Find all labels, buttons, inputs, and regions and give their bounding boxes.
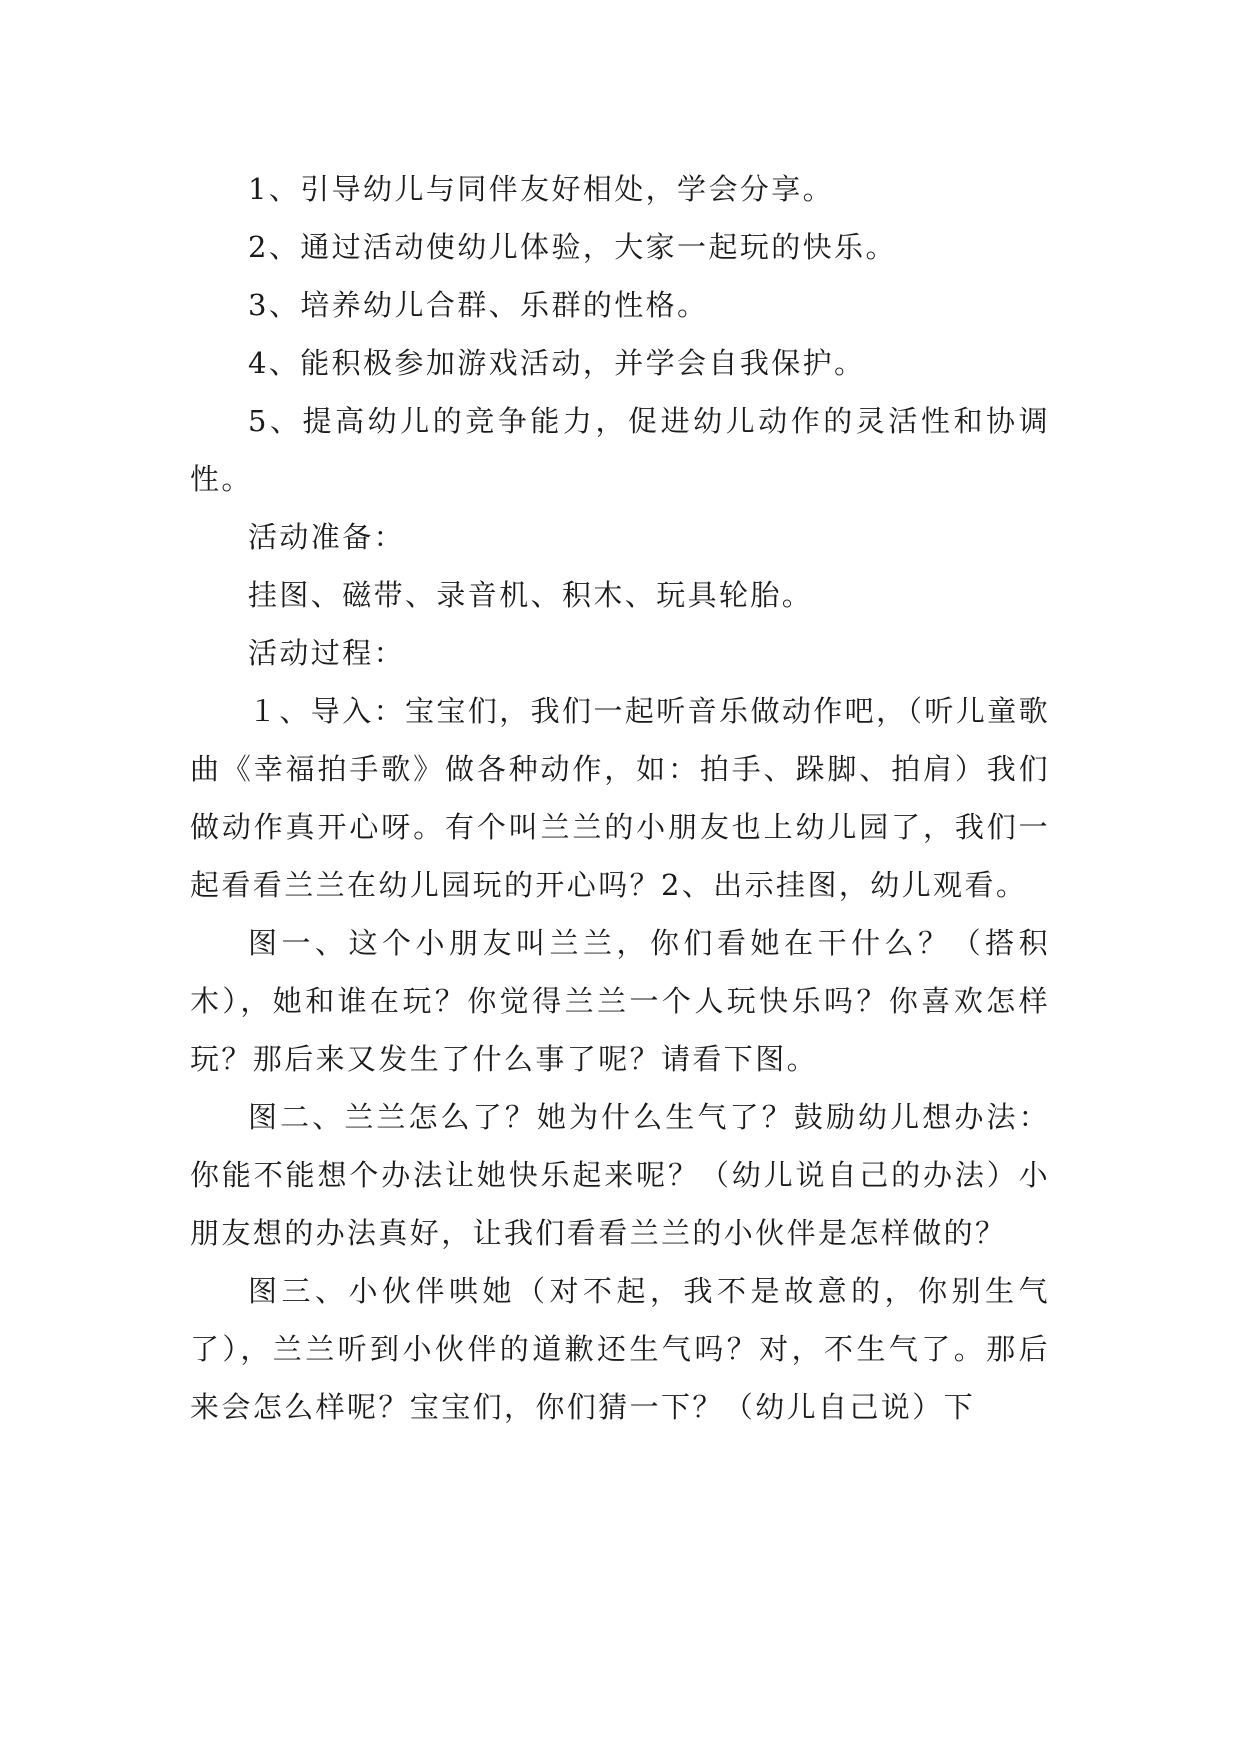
goal-item: 5、提高幼儿的竞争能力，促进幼儿动作的灵活性和协调性。 [190, 404, 1050, 496]
preparation-heading: 活动准备： [248, 520, 406, 554]
process-paragraph: １、导入：宝宝们，我们一起听音乐做动作吧，（听儿童歌曲《幸福拍手歌》做各种动作，如：拍手、跺脚、拍肩）我们做动作真开心呀。有个叫兰兰的小朋友也上幼儿园了，我们一起看看兰兰在幼儿园玩的开心吗？2、出示挂图，幼儿观看。 [190, 694, 1050, 902]
process-paragraph: 图三、小伙伴哄她（对不起，我不是故意的，你别生气了），兰兰听到小伙伴的道歉还生气吗？对，不生气了。那后来会怎么样呢？宝宝们，你们猜一下？（幼儿自己说）下 [190, 1274, 1050, 1424]
process-paragraph: 图一、这个小朋友叫兰兰，你们看她在干什么？（搭积木），她和谁在玩？你觉得兰兰一个人玩快乐吗？你喜欢怎样玩？那后来又发生了什么事了呢？请看下图。 [190, 926, 1050, 1076]
process-paragraph: 图二、兰兰怎么了？她为什么生气了？鼓励幼儿想办法：你能不能想个办法让她快乐起来呢？（幼儿说自己的办法）小朋友想的办法真好，让我们看看兰兰的小伙伴是怎样做的？ [190, 1100, 1050, 1250]
goal-item: 3、培养幼儿合群、乐群的性格。 [248, 288, 709, 322]
process-heading: 活动过程： [248, 636, 406, 670]
goal-item: 2、通过活动使幼儿体验，大家一起玩的快乐。 [248, 230, 897, 264]
preparation-items: 挂图、磁带、录音机、积木、玩具轮胎。 [248, 578, 814, 612]
document-body [190, 160, 1050, 1436]
goal-item: 1、引导幼儿与同伴友好相处，学会分享。 [248, 172, 835, 206]
goal-item: 4、能积极参加游戏活动，并学会自我保护。 [248, 346, 866, 380]
